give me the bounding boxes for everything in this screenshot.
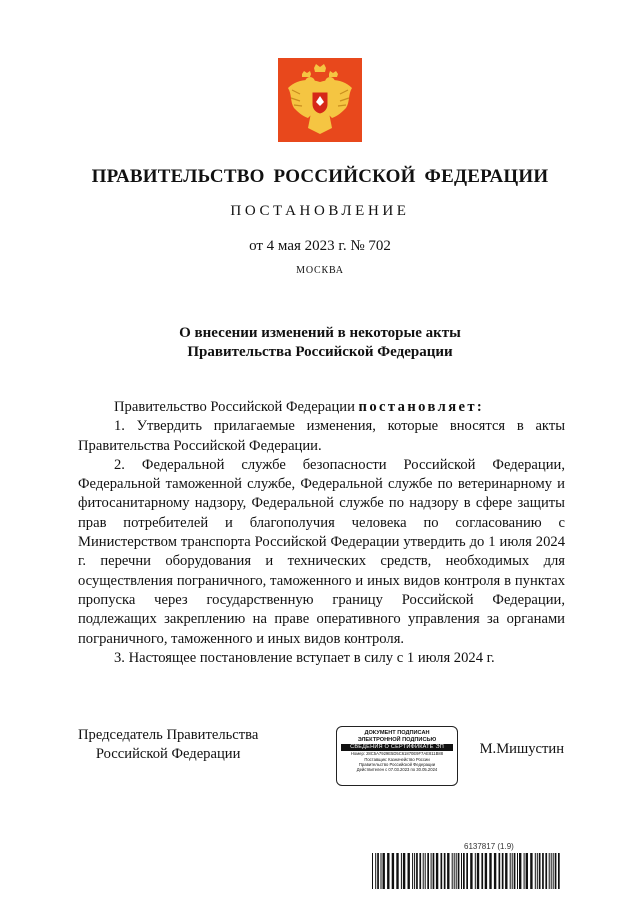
item-3: 3. Настоящее постановление вступает в силу с 1 июля 2024 г. bbox=[114, 649, 495, 666]
signatory-post-line-2: Российской Федерации bbox=[95, 746, 241, 762]
esign-validity: Действителен с 07.03.2023 по 30.05.2024 bbox=[356, 767, 438, 773]
intro-text: Правительство Российской Федерации bbox=[114, 399, 359, 415]
document-subject bbox=[0, 324, 640, 362]
esign-issuer-line-2: Правительство Российской Федерации bbox=[358, 762, 436, 767]
subject-line-2: Правительства Российской Федерации bbox=[187, 344, 453, 360]
electronic-signature-stamp bbox=[336, 726, 458, 786]
organization-title: ПРАВИТЕЛЬСТВО РОССИЙСКОЙ ФЕДЕРАЦИИ bbox=[91, 166, 549, 187]
esign-number: Номер: 28C5A7929E5D5C61870E9F7AE811B88 bbox=[350, 751, 444, 757]
subject-line-1: О внесении изменений в некоторые акты bbox=[179, 325, 461, 341]
esign-cert-header: СВЕДЕНИЯ О СЕРТИФИКАТЕ ЭП bbox=[341, 744, 453, 751]
document-type: ПОСТАНОВЛЕНИЕ bbox=[230, 203, 410, 219]
document-date-number: от 4 мая 2023 г. № 702 bbox=[249, 238, 391, 254]
document-code: 6137817 (1.9) bbox=[464, 842, 514, 851]
signatory-post bbox=[78, 726, 258, 764]
document-place: МОСКВА bbox=[296, 265, 344, 276]
intro-paragraph bbox=[78, 398, 565, 417]
intro-verb: постановляет: bbox=[358, 399, 485, 415]
signer-name: М.Мишустин bbox=[479, 741, 564, 757]
esign-issuer-line-1: Поставщик: Казначейство России bbox=[364, 756, 430, 762]
signatory-post-line-1: Председатель Правительства bbox=[78, 727, 259, 743]
barcode bbox=[372, 853, 562, 889]
esign-title-line-2: ЭЛЕКТРОННОЙ ПОДПИСЬЮ bbox=[357, 736, 437, 743]
item-1: 1. Утвердить прилагаемые изменения, которые вносятся в акты Правительства Российской Федерации. bbox=[78, 418, 565, 454]
state-emblem-icon bbox=[278, 58, 362, 142]
item-2: 2. Федеральной службе безопасности Российской Федерации, Федеральной таможенной службе, Федеральной службе по ветеринарному и фитосанитарному надзору, Федеральной службе по надзору в сфере защиты прав потребителей и благополучия человека по согласованию с Министерством транспорта Российской Федерации утвердить до 1 июля 2024 г. перечни оборудования и технических средств, необходимых для осуществления пограничного, таможенного и иных видов контроля в пунктах пропуска через государственную границу Российской Федерации, подлежащих закреплению на праве оперативного управления за органами пограничного, таможенного и иных видов контроля. bbox=[78, 456, 565, 647]
document-body bbox=[78, 398, 565, 668]
esign-title-line-1: ДОКУМЕНТ ПОДПИСАН bbox=[364, 730, 430, 736]
